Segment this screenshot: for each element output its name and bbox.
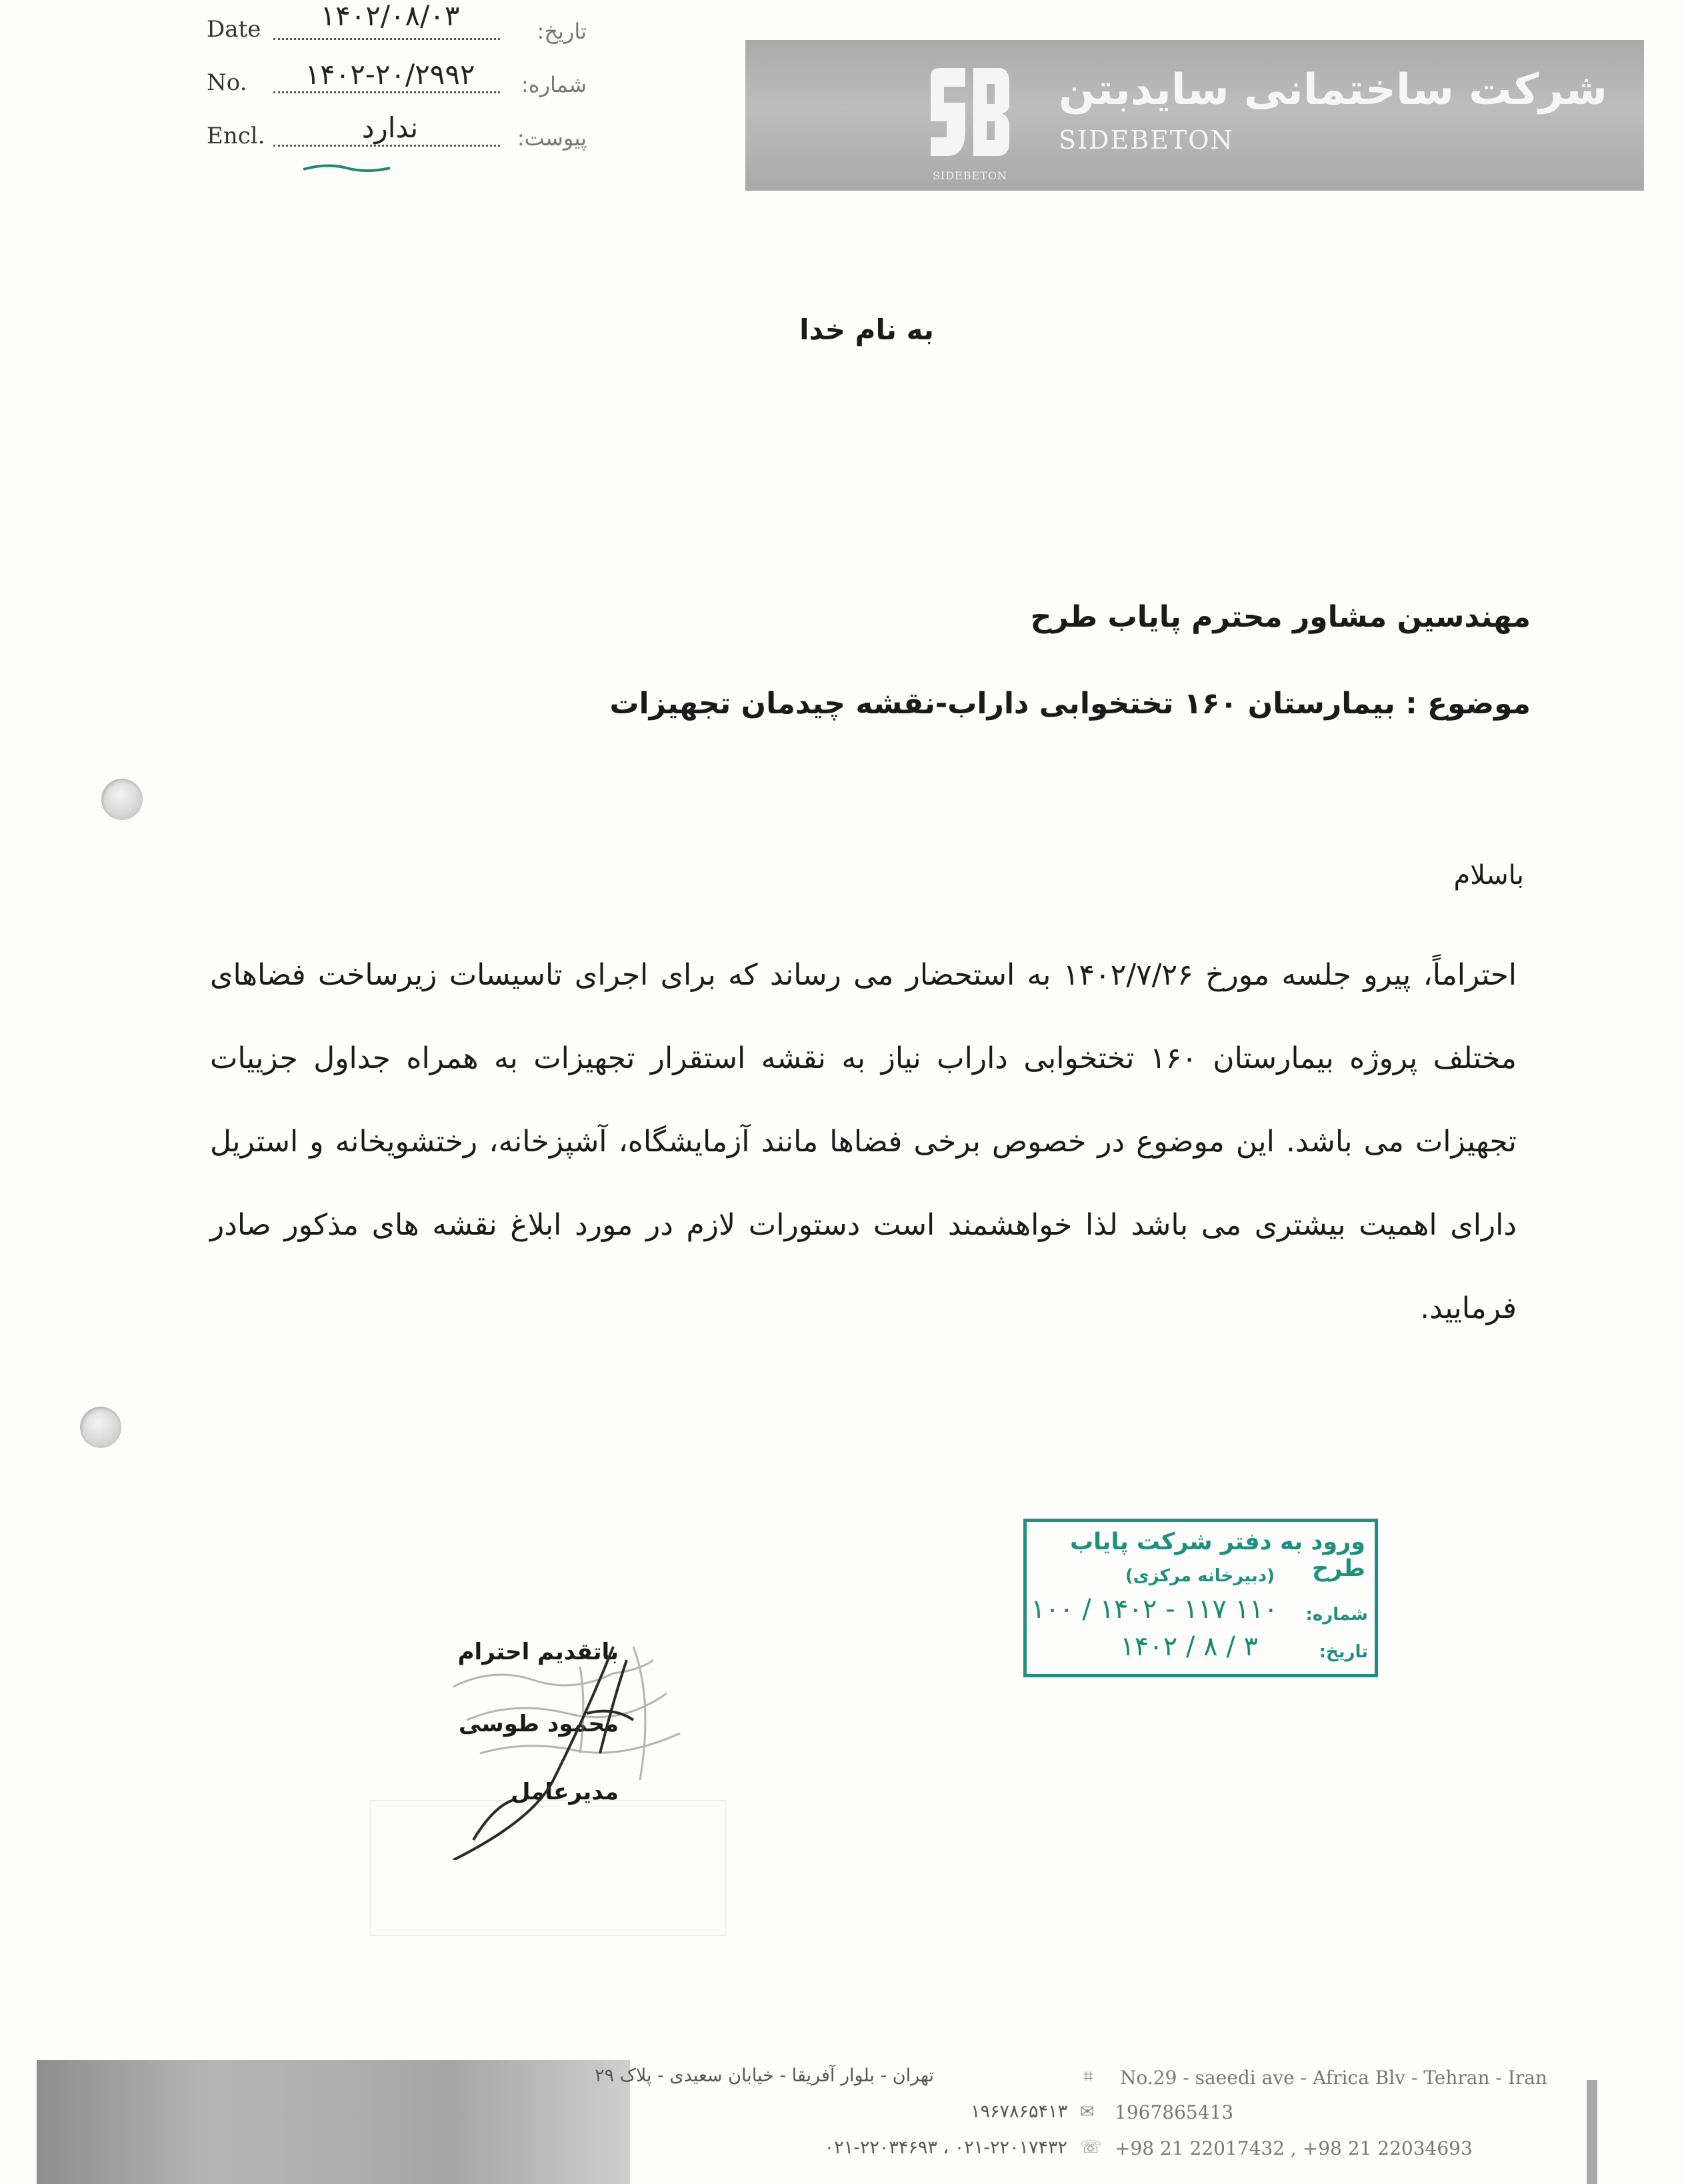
meta-date-value: ۱۴۰۲/۰۸/۰۳ bbox=[320, 0, 460, 32]
stamp-date-value: ۳ / ۸ / ۱۴۰۲ bbox=[1120, 1631, 1258, 1662]
logo-caption: SIDEBETON bbox=[932, 169, 1007, 182]
meta-date-dots bbox=[273, 38, 500, 40]
meta-enclosure-dots bbox=[273, 145, 500, 147]
phone-icon: ☏ bbox=[1080, 2137, 1102, 2157]
footer-address-fa: تهران - بلوار آفریقا - خیابان سعیدی - پلاک ۲۹ bbox=[595, 2065, 934, 2086]
letter-body-paragraph bbox=[210, 933, 1517, 1350]
footer-side-bar bbox=[1587, 2080, 1597, 2184]
enclosure-underline-mark bbox=[300, 160, 393, 176]
meta-enclosure-value: ندارد bbox=[361, 111, 419, 144]
letter-body-text: احتراماً، پیرو جلسه مورخ ۱۴۰۲/۷/۲۶ به استحضار می رساند که برای اجرای تاسیسات زیرساخت فضاهای مختلف پروژه بیمارستان ۱۶۰ تختخوابی داراب نیاز به نقشه استقرار تجهیزات به همراه جداول جزییات تجهیزات می باشد. این موضوع در خصوص برخی فضاها مانند آزمایشگاه، آشپزخانه، رختشویخانه و استریل دارای اهمیت بیشتری می باشد لذا خواهشمند است دستورات لازم در مورد ابلاغ نقشه های مذکور صادر فرمایید. bbox=[210, 958, 1517, 1325]
greeting-line: باسلام bbox=[1453, 860, 1524, 891]
meta-date-row bbox=[207, 0, 587, 47]
recipient-line: مهندسین مشاور محترم پایاب طرح bbox=[1030, 600, 1531, 634]
location-icon: ⌗ bbox=[1083, 2067, 1093, 2087]
footer-postal-en: 1967865413 bbox=[1115, 2101, 1234, 2123]
company-name-fa: شرکت ساختمانی سایدبتن bbox=[1059, 65, 1607, 115]
meta-enclosure-label-en: Encl. bbox=[207, 123, 265, 149]
footer-band bbox=[37, 2060, 630, 2184]
sidebeton-logo-icon bbox=[924, 63, 1015, 163]
mailbox-icon: ✉ bbox=[1080, 2102, 1095, 2122]
stamp-number-value: ۱۱۰ ۱۱۷ - ۱۴۰۲ / ۱۰۰ bbox=[1031, 1594, 1278, 1625]
stamp-subtitle: (دبیرخانه مرکزی) bbox=[1125, 1566, 1275, 1586]
meta-number-value: ۱۴۰۲-۲۰/۲۹۹۲ bbox=[305, 58, 475, 91]
footer-phone-fa: ۰۲۱-۲۲۰۱۷۴۳۲ ، ۰۲۱-۲۲۰۳۴۶۹۳ bbox=[824, 2137, 1067, 2158]
stamp-date-label: تاریخ: bbox=[1319, 1642, 1368, 1662]
meta-date-label-fa: تاریخ: bbox=[537, 19, 587, 44]
stamp-title: ورود به دفتر شرکت پایاب طرح bbox=[1069, 1529, 1365, 1582]
faint-stamp-impression bbox=[370, 1800, 726, 1936]
stamp-number-label: شماره: bbox=[1305, 1605, 1368, 1625]
meta-date-label-en: Date bbox=[207, 16, 261, 43]
footer-phone-en: +98 21 22017432 , +98 21 22034693 bbox=[1115, 2137, 1473, 2159]
meta-number-row bbox=[207, 53, 587, 100]
company-name-en: SIDEBETON bbox=[1059, 125, 1234, 155]
basmala-heading: به نام خدا bbox=[799, 313, 934, 346]
meta-number-label-fa: شماره: bbox=[521, 72, 587, 97]
receipt-stamp bbox=[1023, 1519, 1378, 1677]
signature-name: محمود طوسی bbox=[458, 1711, 619, 1737]
meta-number-label-en: No. bbox=[207, 69, 247, 96]
signature-closing: باتقدیم احترام bbox=[457, 1639, 619, 1665]
footer-address-en: No.29 - saeedi ave - Africa Blv - Tehran - Iran bbox=[1120, 2067, 1547, 2089]
subject-line: موضوع : بیمارستان ۱۶۰ تختخوابی داراب-نقشه چیدمان تجهیزات bbox=[609, 687, 1531, 721]
punch-hole-top bbox=[101, 779, 143, 820]
meta-enclosure-row bbox=[207, 107, 587, 153]
punch-hole-bottom bbox=[80, 1407, 121, 1448]
meta-number-dots bbox=[273, 91, 500, 93]
letterhead-band bbox=[745, 40, 1644, 191]
meta-enclosure-label-fa: پیوست: bbox=[517, 125, 587, 151]
signature-title: مدیرعامل bbox=[511, 1779, 619, 1805]
footer-postal-fa: ۱۹۶۷۸۶۵۴۱۳ bbox=[970, 2101, 1067, 2122]
